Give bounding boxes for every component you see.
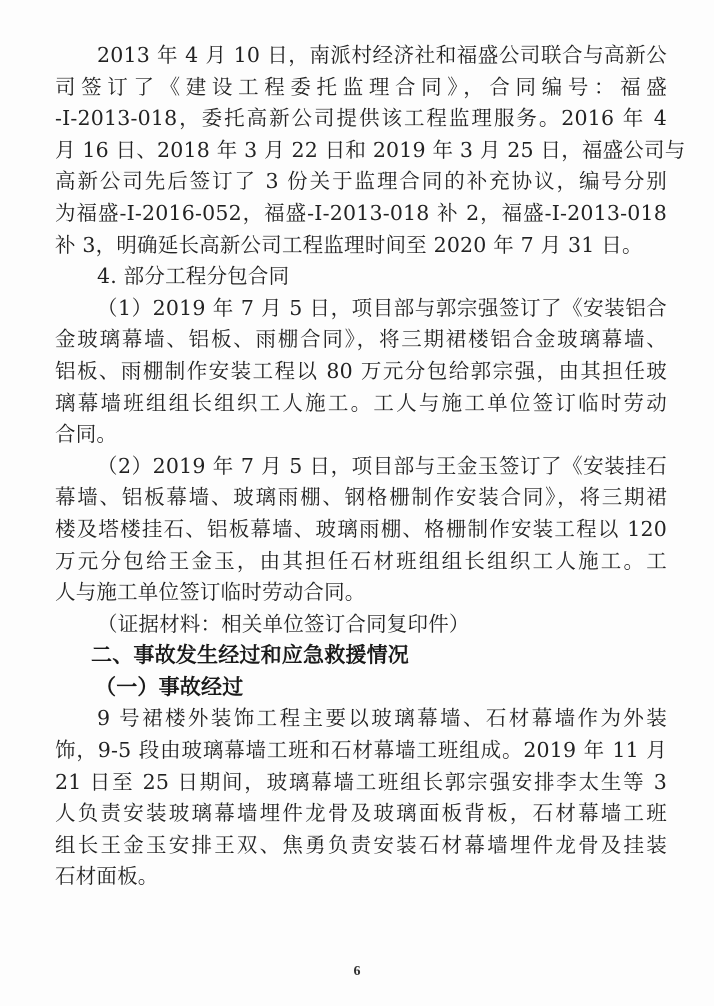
text-line: 月 16 日、2018 年 3 月 22 日和 2019 年 3 月 25 日，福盛公司与 <box>55 137 686 162</box>
text-line: 人负责安装玻璃幕墙埋件龙骨及玻璃面板背板，石材幕墙工班 <box>55 801 667 826</box>
text-line: 铝板、雨棚制作安装工程以 80 万元分包给郭宗强，由其担任玻 <box>55 358 667 383</box>
text-line: 璃幕墙班组组长组织工人施工。工人与施工单位签订临时劳动 <box>55 390 667 415</box>
text-line: 石材面板。 <box>55 864 159 889</box>
evidence-note <box>55 609 667 641</box>
paragraph-supervision-contract <box>55 40 686 261</box>
text-line: 幕墙、铝板幕墙、玻璃雨棚、钢格栅制作安装合同》，将三期裙 <box>55 485 667 510</box>
paragraph-subcontract-1 <box>55 293 667 451</box>
document-page <box>55 40 686 893</box>
page-number: 6 <box>353 964 361 979</box>
text-line: （1）2019 年 7 月 5 日，项目部与郭宗强签订了《安装铝合 <box>97 295 667 320</box>
text-line: （2）2019 年 7 月 5 日，项目部与王金玉签订了《安装挂石 <box>97 453 667 478</box>
text-line: 9 号裙楼外装饰工程主要以玻璃幕墙、石材幕墙作为外装 <box>97 706 667 731</box>
paragraph-subcontract-2 <box>55 451 667 609</box>
text-line: 组长王金玉安排王双、焦勇负责安装石材幕墙埋件龙骨及挂装 <box>55 832 667 857</box>
text-line: 补 3，明确延长高新公司工程监理时间至 2020 年 7 月 31 日。 <box>55 232 643 257</box>
text-line: 司签订了《建设工程委托监理合同》，合同编号：福盛 <box>55 74 667 99</box>
text-line: 楼及塔楼挂石、铝板幕墙、玻璃雨棚、格栅制作安装工程以 120 <box>55 516 667 541</box>
subsection-heading: 4. 部分工程分包合同 <box>97 264 290 289</box>
text-line: 2013 年 4 月 10 日，南派村经济社和福盛公司联合与高新公 <box>97 43 667 67</box>
text-line: 合同。 <box>55 422 118 447</box>
text-line: 人与施工单位签订临时劳动合同。 <box>55 580 366 605</box>
text-line: 高新公司先后签订了 3 份关于监理合同的补充协议，编号分别 <box>55 169 667 194</box>
text-line: -I-2013-018，委托高新公司提供该工程监理服务。2016 年 4 <box>55 106 667 131</box>
section-heading: 二、事故发生经过和应急救援情况 <box>91 643 409 668</box>
section-4-title <box>55 261 667 293</box>
text-line: 为福盛-I-2016-052，福盛-I-2013-018 补 2，福盛-I-2013-018 <box>55 200 667 225</box>
text-line: 金玻璃幕墙、铝板、雨棚合同》，将三期裙楼铝合金玻璃幕墙、 <box>55 327 667 352</box>
text-line: （证据材料：相关单位签订合同复印件） <box>97 611 470 636</box>
text-line: 21 日至 25 日期间，玻璃幕墙工班组长郭宗强安排李太生等 3 <box>55 769 667 794</box>
paragraph-accident-process <box>55 703 667 893</box>
text-line: 万元分包给王金玉，由其担任石材班组组长组织工人施工。工 <box>55 548 667 573</box>
text-line: 饰，9-5 段由玻璃幕墙工班和石材幕墙工班组成。2019 年 11 月 <box>55 738 667 763</box>
subsection-heading-accident: （一）事故经过 <box>95 674 244 699</box>
